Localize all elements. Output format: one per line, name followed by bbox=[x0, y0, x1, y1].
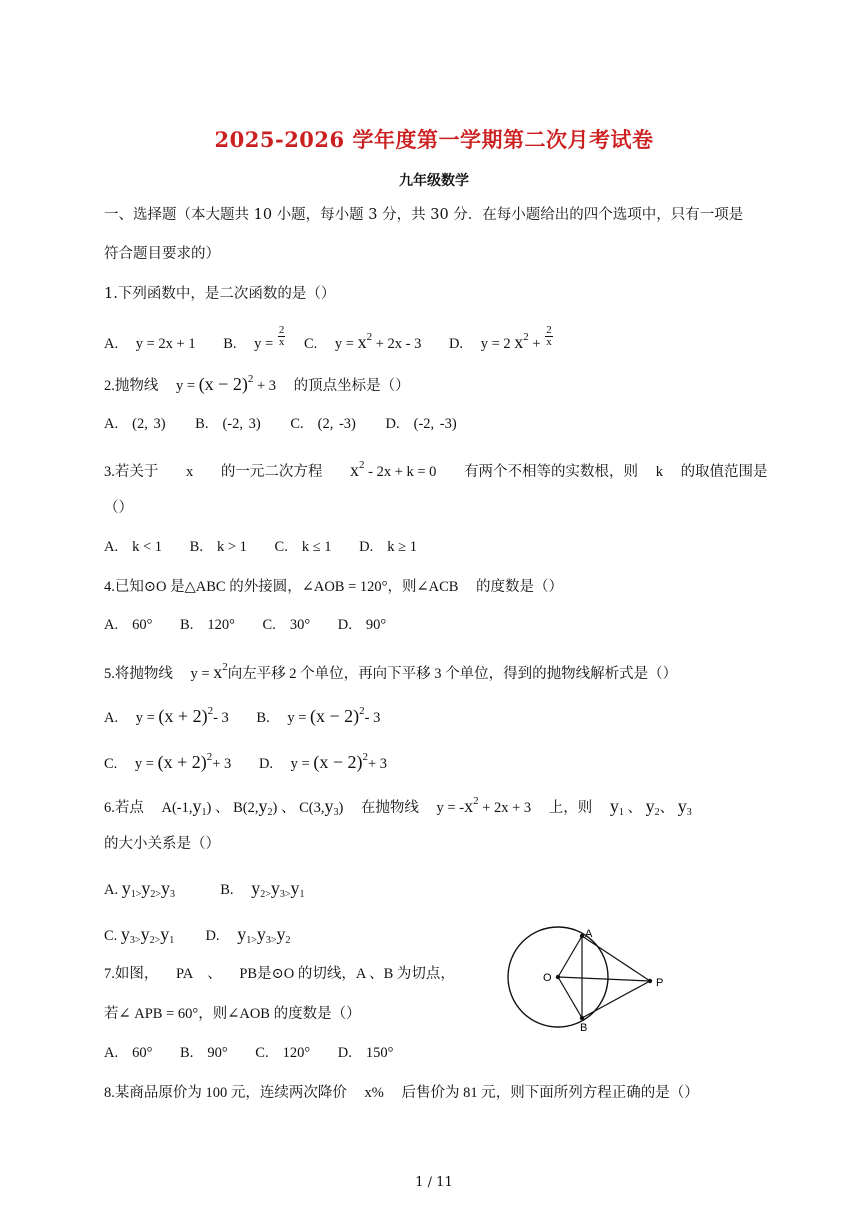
option-label: A. bbox=[104, 336, 119, 352]
q7-stem: 7.如图， PA 、 PB是⊙O 的切线，A 、B 为切点， bbox=[104, 966, 455, 982]
q4-suffix: 的度数是（） bbox=[476, 579, 564, 595]
q2-expr-pre: y = bbox=[176, 378, 196, 394]
label-p: P bbox=[656, 977, 664, 989]
q1-d-x: x bbox=[514, 332, 524, 352]
q1-b-expr: y = bbox=[254, 336, 274, 352]
point-b bbox=[580, 1016, 584, 1020]
option-label: D. bbox=[448, 336, 464, 352]
q3-k: k bbox=[655, 464, 663, 480]
q3-eq-x: x bbox=[350, 460, 359, 480]
segment-oa bbox=[558, 936, 582, 977]
q1-d-plus: + bbox=[532, 336, 541, 352]
q5-expr-pre: y = bbox=[190, 666, 210, 682]
option-label: B. bbox=[223, 336, 237, 352]
q6-options-row2: C. $y_{3>}y_{2>}y_1$ D. $y_{1>}y_{3>}y_2$ bbox=[104, 924, 291, 946]
q6-options-row1: A. $y_{1>}y_{2>}y_3$ B. $y_{2>}y_{3>}y_1$ bbox=[104, 878, 305, 900]
label-a: A bbox=[585, 928, 593, 940]
q3-eq-rest: - 2x + k = 0 bbox=[368, 464, 437, 480]
q2-stem bbox=[104, 374, 410, 397]
q2-options: A. (2, 3) B. (-2, 3) C. (2, -3) D. (-2, -3) bbox=[104, 416, 457, 432]
point-o bbox=[556, 975, 560, 979]
q2-expr-post: + 3 bbox=[256, 378, 277, 394]
q1-c-expr-post: + 2x - 3 bbox=[375, 336, 422, 352]
q3-stem bbox=[104, 460, 768, 483]
segment-op bbox=[558, 977, 650, 981]
exponent: 2 bbox=[222, 661, 228, 673]
q3-suffix: 的取值范围是 bbox=[680, 464, 768, 480]
section-heading-line1: 一、选择题（本大题共 10 小题，每小题 3 分，共 30 分．在每小题给出的四个选项中，只有一项是 bbox=[104, 207, 744, 223]
segment-ob bbox=[558, 977, 582, 1018]
q5-expr-x: x bbox=[213, 662, 223, 682]
tangent-circle-figure bbox=[500, 925, 690, 1035]
q6-stem: 6.若点 $A(-1,y_1)$ 、 $B(2,y_2)$ 、 $C(3,y_3)$ 在抛物线 $y = -x^2 + 2x + 3$ 上，则 $y_1$ 、 $y_2$、 $y_3$ bbox=[104, 795, 692, 818]
fraction: $\frac{2}{x}$ bbox=[278, 324, 285, 349]
tangent-pa bbox=[582, 936, 650, 981]
q3-var: x bbox=[186, 464, 194, 480]
q4-options: A. 60° B. 120° C. 30° D. 90° bbox=[104, 617, 387, 633]
exam-title: 2025-2026 学年度第一学期第二次月考试卷 bbox=[214, 127, 654, 152]
section-heading-line2: 符合题目要求的） bbox=[104, 246, 220, 262]
q7-options: A. 60° B. 90° C. 120° D. 150° bbox=[104, 1045, 394, 1061]
tangent-pb bbox=[582, 981, 650, 1018]
q3-mid: 的一元二次方程 bbox=[220, 464, 323, 480]
q1-options bbox=[104, 324, 554, 356]
page-number: 1 / 11 bbox=[415, 1175, 453, 1190]
q5-suffix: 向左平移 2 个单位，再向下平移 3 个单位，得到的抛物线解析式是（） bbox=[227, 666, 678, 682]
exponent: 2 bbox=[366, 331, 373, 343]
q7-stem-line2: 若∠ APB = 60°，则∠AOB 的度数是（） bbox=[104, 1006, 361, 1022]
q1-c-x: x bbox=[357, 332, 367, 352]
exponent: 2 bbox=[247, 373, 254, 385]
q2-prefix: 2.抛物线 bbox=[104, 378, 159, 394]
point-a bbox=[580, 934, 584, 938]
q4-stem-text: 4.已知⊙O 是△ABC 的外接圆，∠AOB = 120°，则∠ACB bbox=[104, 579, 459, 595]
q5-options-row2: C. $y = (x + 2)^2+ 3$ D. $y = (x - 2)^2+ 3$ bbox=[104, 751, 388, 772]
q8-stem: 8.某商品原价为 100 元，连续两次降价 x% 后售价为 81 元，则下面所列方程正确的是（） bbox=[104, 1085, 699, 1101]
q5-options-row1: A. $y = (x + 2)^2-$ 3 B. $y = (x - 2)^2-$ 3 bbox=[104, 705, 381, 726]
point-p bbox=[648, 979, 652, 983]
label-b: B bbox=[580, 1022, 588, 1034]
exponent: 2 bbox=[359, 459, 365, 471]
q6-stem-line2: 的大小关系是（） bbox=[104, 836, 220, 852]
q1-c-expr-pre: y = bbox=[334, 336, 354, 352]
q1-d-expr-pre: y = 2 bbox=[480, 336, 511, 352]
q2-suffix: 的顶点坐标是（） bbox=[293, 378, 410, 394]
q2-expr-paren: (x − 2) bbox=[198, 374, 248, 394]
exponent: 2 bbox=[523, 331, 529, 343]
q5-prefix: 5.将抛物线 bbox=[104, 666, 173, 682]
q3-stem-line2: （） bbox=[104, 500, 133, 516]
option-label: C. bbox=[303, 336, 318, 352]
q1-a-expr: y = 2x + 1 bbox=[135, 336, 196, 352]
q3-options: A. k < 1 B. k > 1 C. k ≤ 1 D. k ≥ 1 bbox=[104, 539, 417, 555]
label-o: O bbox=[543, 972, 552, 984]
q5-stem bbox=[104, 662, 677, 685]
q3-prefix: 3.若关于 bbox=[104, 464, 159, 480]
q4-stem bbox=[104, 577, 563, 597]
fraction: $\frac{2}{x}$ bbox=[546, 324, 552, 349]
q1-stem: 1.下列函数中，是二次函数的是（） bbox=[104, 286, 336, 302]
exam-subtitle: 九年级数学 bbox=[399, 173, 469, 189]
q3-mid2: 有两个不相等的实数根，则 bbox=[464, 464, 639, 480]
